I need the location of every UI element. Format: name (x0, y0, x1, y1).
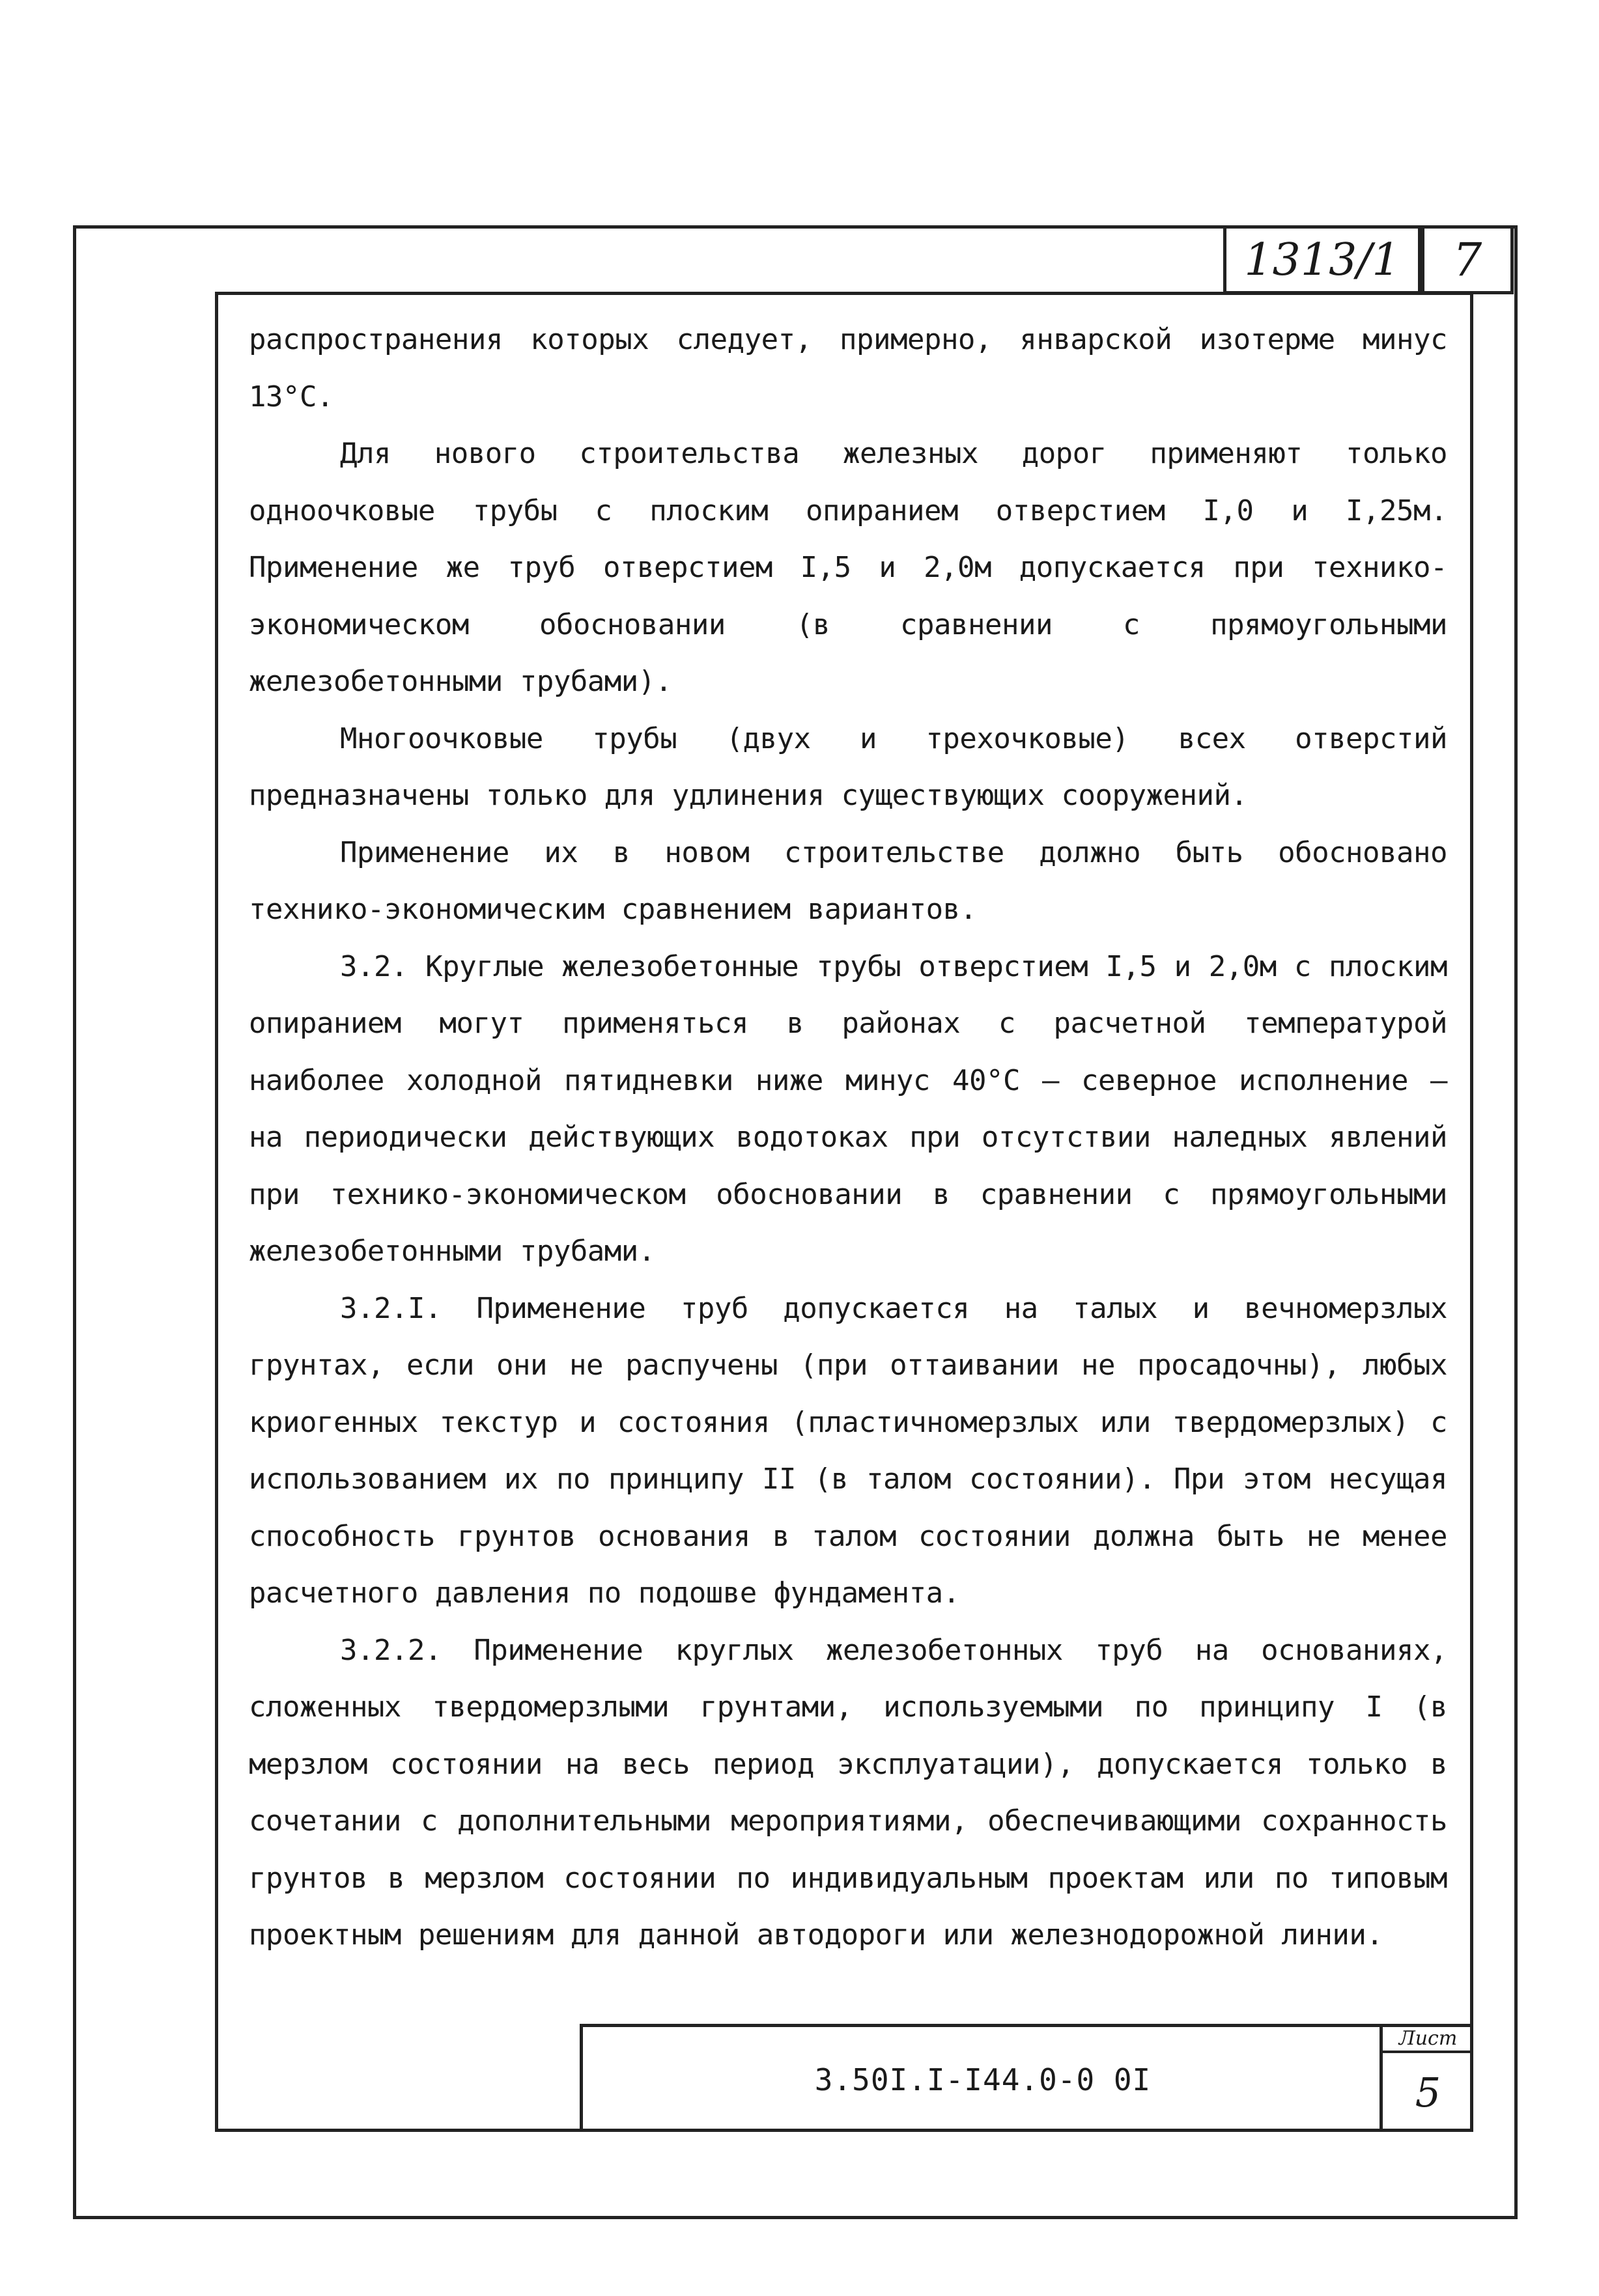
page-number-stamp: 7 (1421, 225, 1514, 294)
sheet-number: 5 (1380, 2053, 1473, 2132)
paragraph-0: распространения которых следует, примерно, январской изотерме минус 13°С. (249, 323, 1447, 413)
paragraph-1: Для нового строительства железных дорог применяют только одноочковые трубы с плоским опиранием отверстием I,0 и I,25м. Применение же труб отверстием I,5 и 2,0м допускается при технико-экономическом обосновании (в сравнении с прямоугольными железобетонными трубами). (249, 437, 1447, 698)
document-code: 3.50I.I-I44.0-0 0I (814, 2062, 1152, 2097)
document-number-stamp: 1313/1 (1223, 225, 1421, 294)
sheet-label: Лист (1380, 2027, 1473, 2053)
paragraph-2: Многоочковые трубы (двух и трехочковые) всех отверстий предназначены только для удлинения существующих сооружений. (249, 721, 1447, 812)
paragraph-6: 3.2.2. Применение круглых железобетонных труб на основаниях, сложенных твердомерзлыми грунтами, используемыми по принципу I (в мерзлом состоянии на весь период эксплуатации), допускается только в сочетании с дополнительными мероприятиями, обеспечивающими сохранность грунтов в мерзлом состоянии по индивидуальным проектам или по типовым проектным решениям для данной автодороги или железнодорожной линии. (249, 1633, 1447, 1952)
paragraph-3: Применение их в новом строительстве должно быть обосновано технико-экономическим сравнением вариантов. (249, 835, 1447, 926)
paragraph-4: 3.2. Круглые железобетонные трубы отверстием I,5 и 2,0м с плоским опиранием могут применяться в районах с расчетной температурой наиболее холодной пятидневки ниже минус 40°С – северное исполнение – на периодически действующих водотоках при отсутствии наледных явлений при технико-экономическом обосновании в сравнении с прямоугольными железобетонными трубами. (249, 949, 1447, 1268)
body-text (249, 311, 1447, 1964)
paragraph-5: 3.2.I. Применение труб допускается на талых и вечномерзлых грунтах, если они не распучены (при оттаивании не просадочны), любых криогенных текстур и состояния (пластичномерзлых или твердомерзлых) с использованием их по принципу II (в талом состоянии). При этом несущая способность грунтов основания в талом состоянии должна быть не менее расчетного давления по подошве фундамента. (249, 1291, 1447, 1610)
title-block (580, 2024, 1473, 2132)
